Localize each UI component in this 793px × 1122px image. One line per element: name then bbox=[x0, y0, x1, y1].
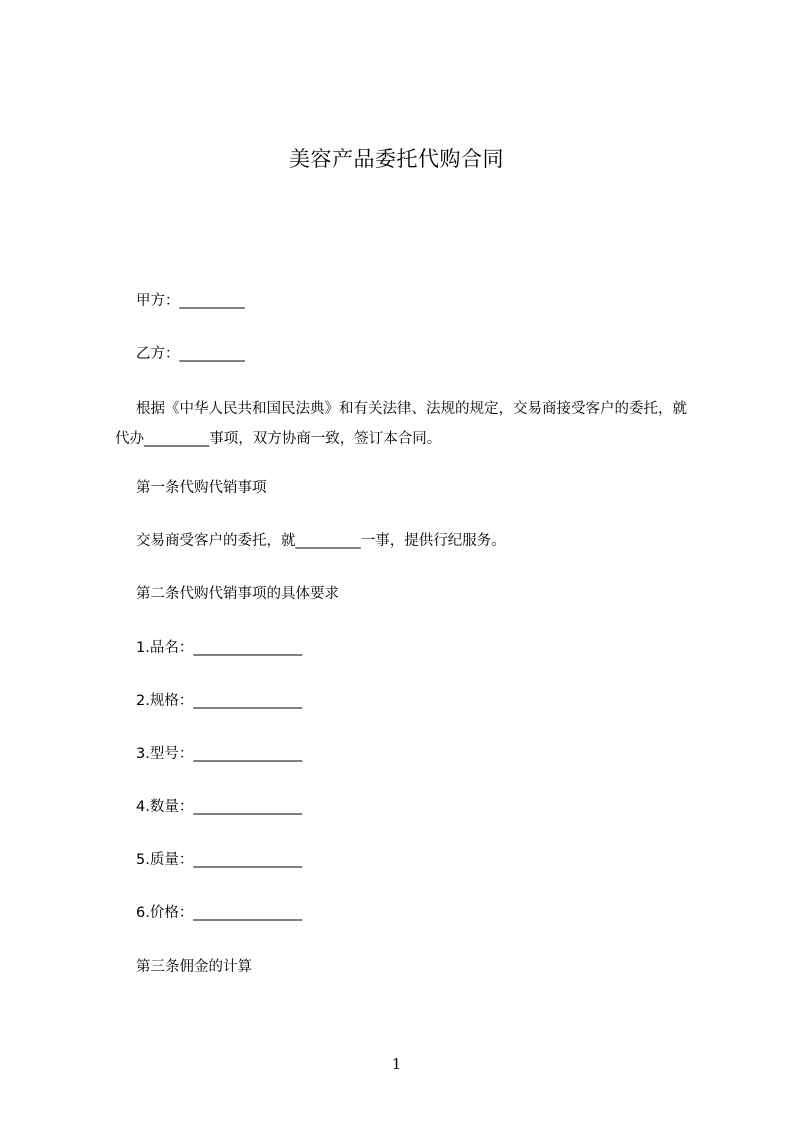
list-item: 1.品名：_______________ bbox=[136, 640, 303, 656]
article-1-body: 交易商受客户的委托，就_________一事，提供行纪服务。 bbox=[136, 533, 506, 549]
page-number: 1 bbox=[391, 1055, 402, 1073]
list-item: 4.数量：_______________ bbox=[136, 799, 303, 815]
list-item: 5.质量：_______________ bbox=[136, 852, 303, 868]
list-item: 3.型号：_______________ bbox=[136, 746, 303, 762]
party-b-line: 乙方：_________ bbox=[136, 346, 245, 362]
intro-paragraph: 根据《中华人民共和国民法典》和有关法律、法规的规定，交易商接受客户的委托，就代办_________事项，双方协商一致，签订本合同。 bbox=[115, 401, 687, 447]
article-1-heading: 第一条代购代销事项 bbox=[136, 480, 267, 496]
article-2-heading: 第二条代购代销事项的具体要求 bbox=[136, 586, 339, 602]
document-title: 美容产品委托代购合同 bbox=[289, 147, 504, 171]
list-item: 2.规格：_______________ bbox=[136, 693, 303, 709]
list-item: 6.价格：_______________ bbox=[136, 905, 303, 921]
article-3-heading: 第三条佣金的计算 bbox=[136, 959, 252, 975]
party-a-line: 甲方：_________ bbox=[136, 293, 245, 309]
